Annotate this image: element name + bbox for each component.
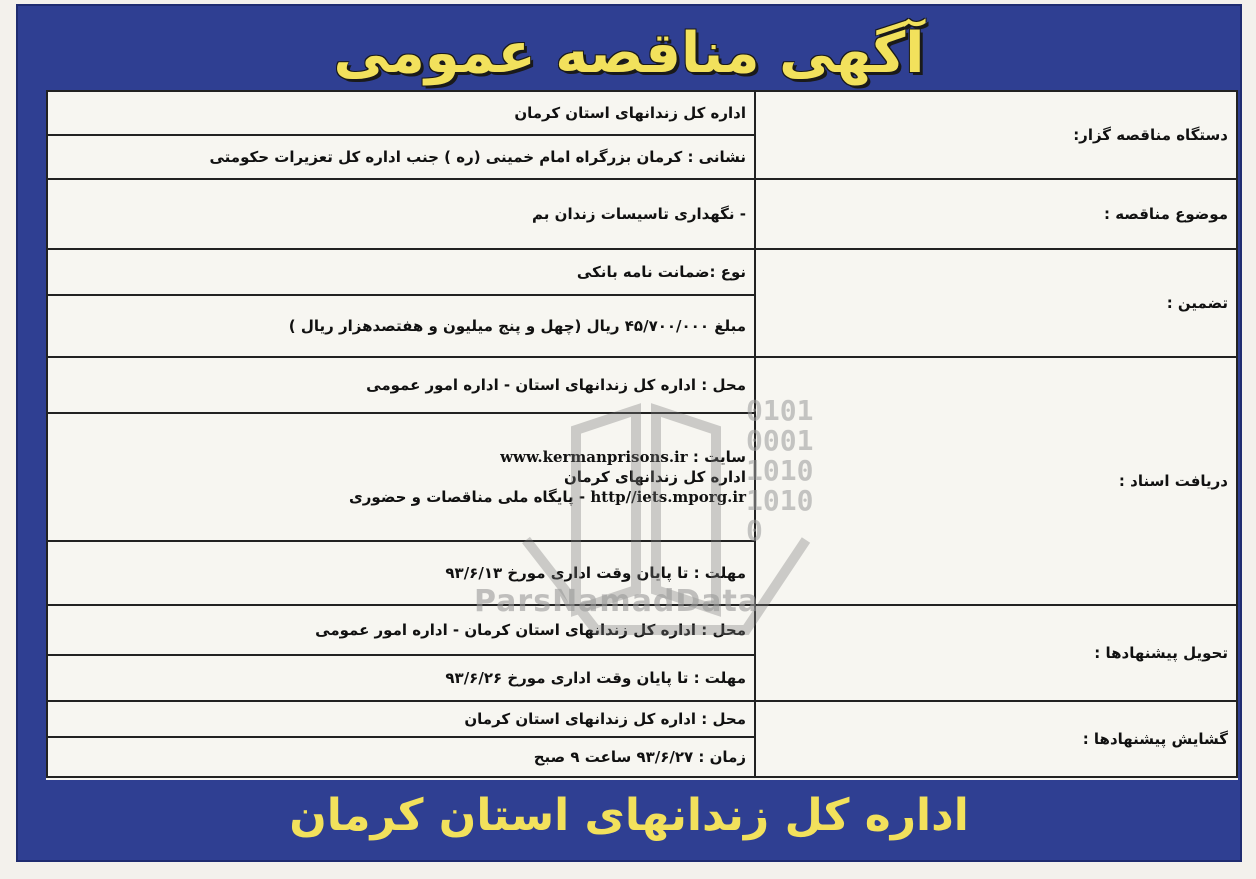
organizer-name: اداره کل زندانهای استان کرمان	[47, 91, 755, 135]
opening-label: گشایش پیشنهادها :	[755, 701, 1237, 777]
site-prefix: سایت :	[692, 448, 746, 466]
tender-details-table	[46, 90, 1238, 778]
portal-url-link[interactable]: http//iets.mporg.ir	[590, 488, 746, 506]
subject-value: - نگهداری تاسیسات زندان بم	[47, 179, 755, 249]
organizer-address: نشانی : کرمان بزرگراه امام خمینی (ره ) جنب اداره کل تعزیرات حکومتی	[47, 135, 755, 179]
table-row	[47, 249, 1237, 295]
watermark-brand: ParsNamadData	[474, 584, 760, 619]
documents-deadline: مهلت : تا پایان وقت اداری مورخ ۹۳/۶/۱۳	[47, 541, 755, 605]
guarantee-label: تضمین :	[755, 249, 1237, 357]
notice-sheet	[46, 90, 1238, 780]
documents-sites	[47, 413, 755, 541]
portal-line	[56, 487, 746, 507]
watermark-digits: 0101 0001 1010 1010 0	[746, 394, 814, 547]
subject-label: موضوع مناقصه :	[755, 179, 1237, 249]
site-line	[56, 447, 746, 467]
footer-title: اداره کل زندانهای استان کرمان	[289, 790, 969, 841]
guarantee-type: نوع :ضمانت نامه بانکی	[47, 249, 755, 295]
guarantee-amount: مبلغ ۴۵/۷۰۰/۰۰۰ ریال (چهل و پنج میلیون و هفتصدهزار ریال )	[47, 295, 755, 357]
submission-label: تحویل پیشنهادها :	[755, 605, 1237, 701]
opening-time: زمان : ۹۳/۶/۲۷ ساعت ۹ صبح	[47, 737, 755, 777]
submission-place: محل : اداره کل زندانهای استان کرمان - اداره امور عمومی	[47, 605, 755, 655]
site-org: اداره کل زندانهای کرمان	[563, 468, 746, 486]
submission-deadline: مهلت : تا پایان وقت اداری مورخ ۹۳/۶/۲۶	[47, 655, 755, 701]
documents-place: محل : اداره کل زندانهای استان - اداره امور عمومی	[47, 357, 755, 413]
organizer-label: دستگاه مناقصه گزار:	[755, 91, 1237, 179]
opening-place: محل : اداره کل زندانهای استان کرمان	[47, 701, 755, 737]
notice-frame	[16, 4, 1242, 862]
table-row	[47, 179, 1237, 249]
table-row	[47, 91, 1237, 135]
documents-label: دریافت اسناد :	[755, 357, 1237, 605]
table-row	[47, 701, 1237, 737]
site-url-link[interactable]: www.kermanprisons.ir	[500, 448, 688, 466]
notice-headline: آگهی مناقصه عمومی	[333, 21, 925, 86]
portal-text: - پایگاه ملی مناقصات و حضوری	[349, 488, 586, 506]
table-row	[47, 357, 1237, 413]
